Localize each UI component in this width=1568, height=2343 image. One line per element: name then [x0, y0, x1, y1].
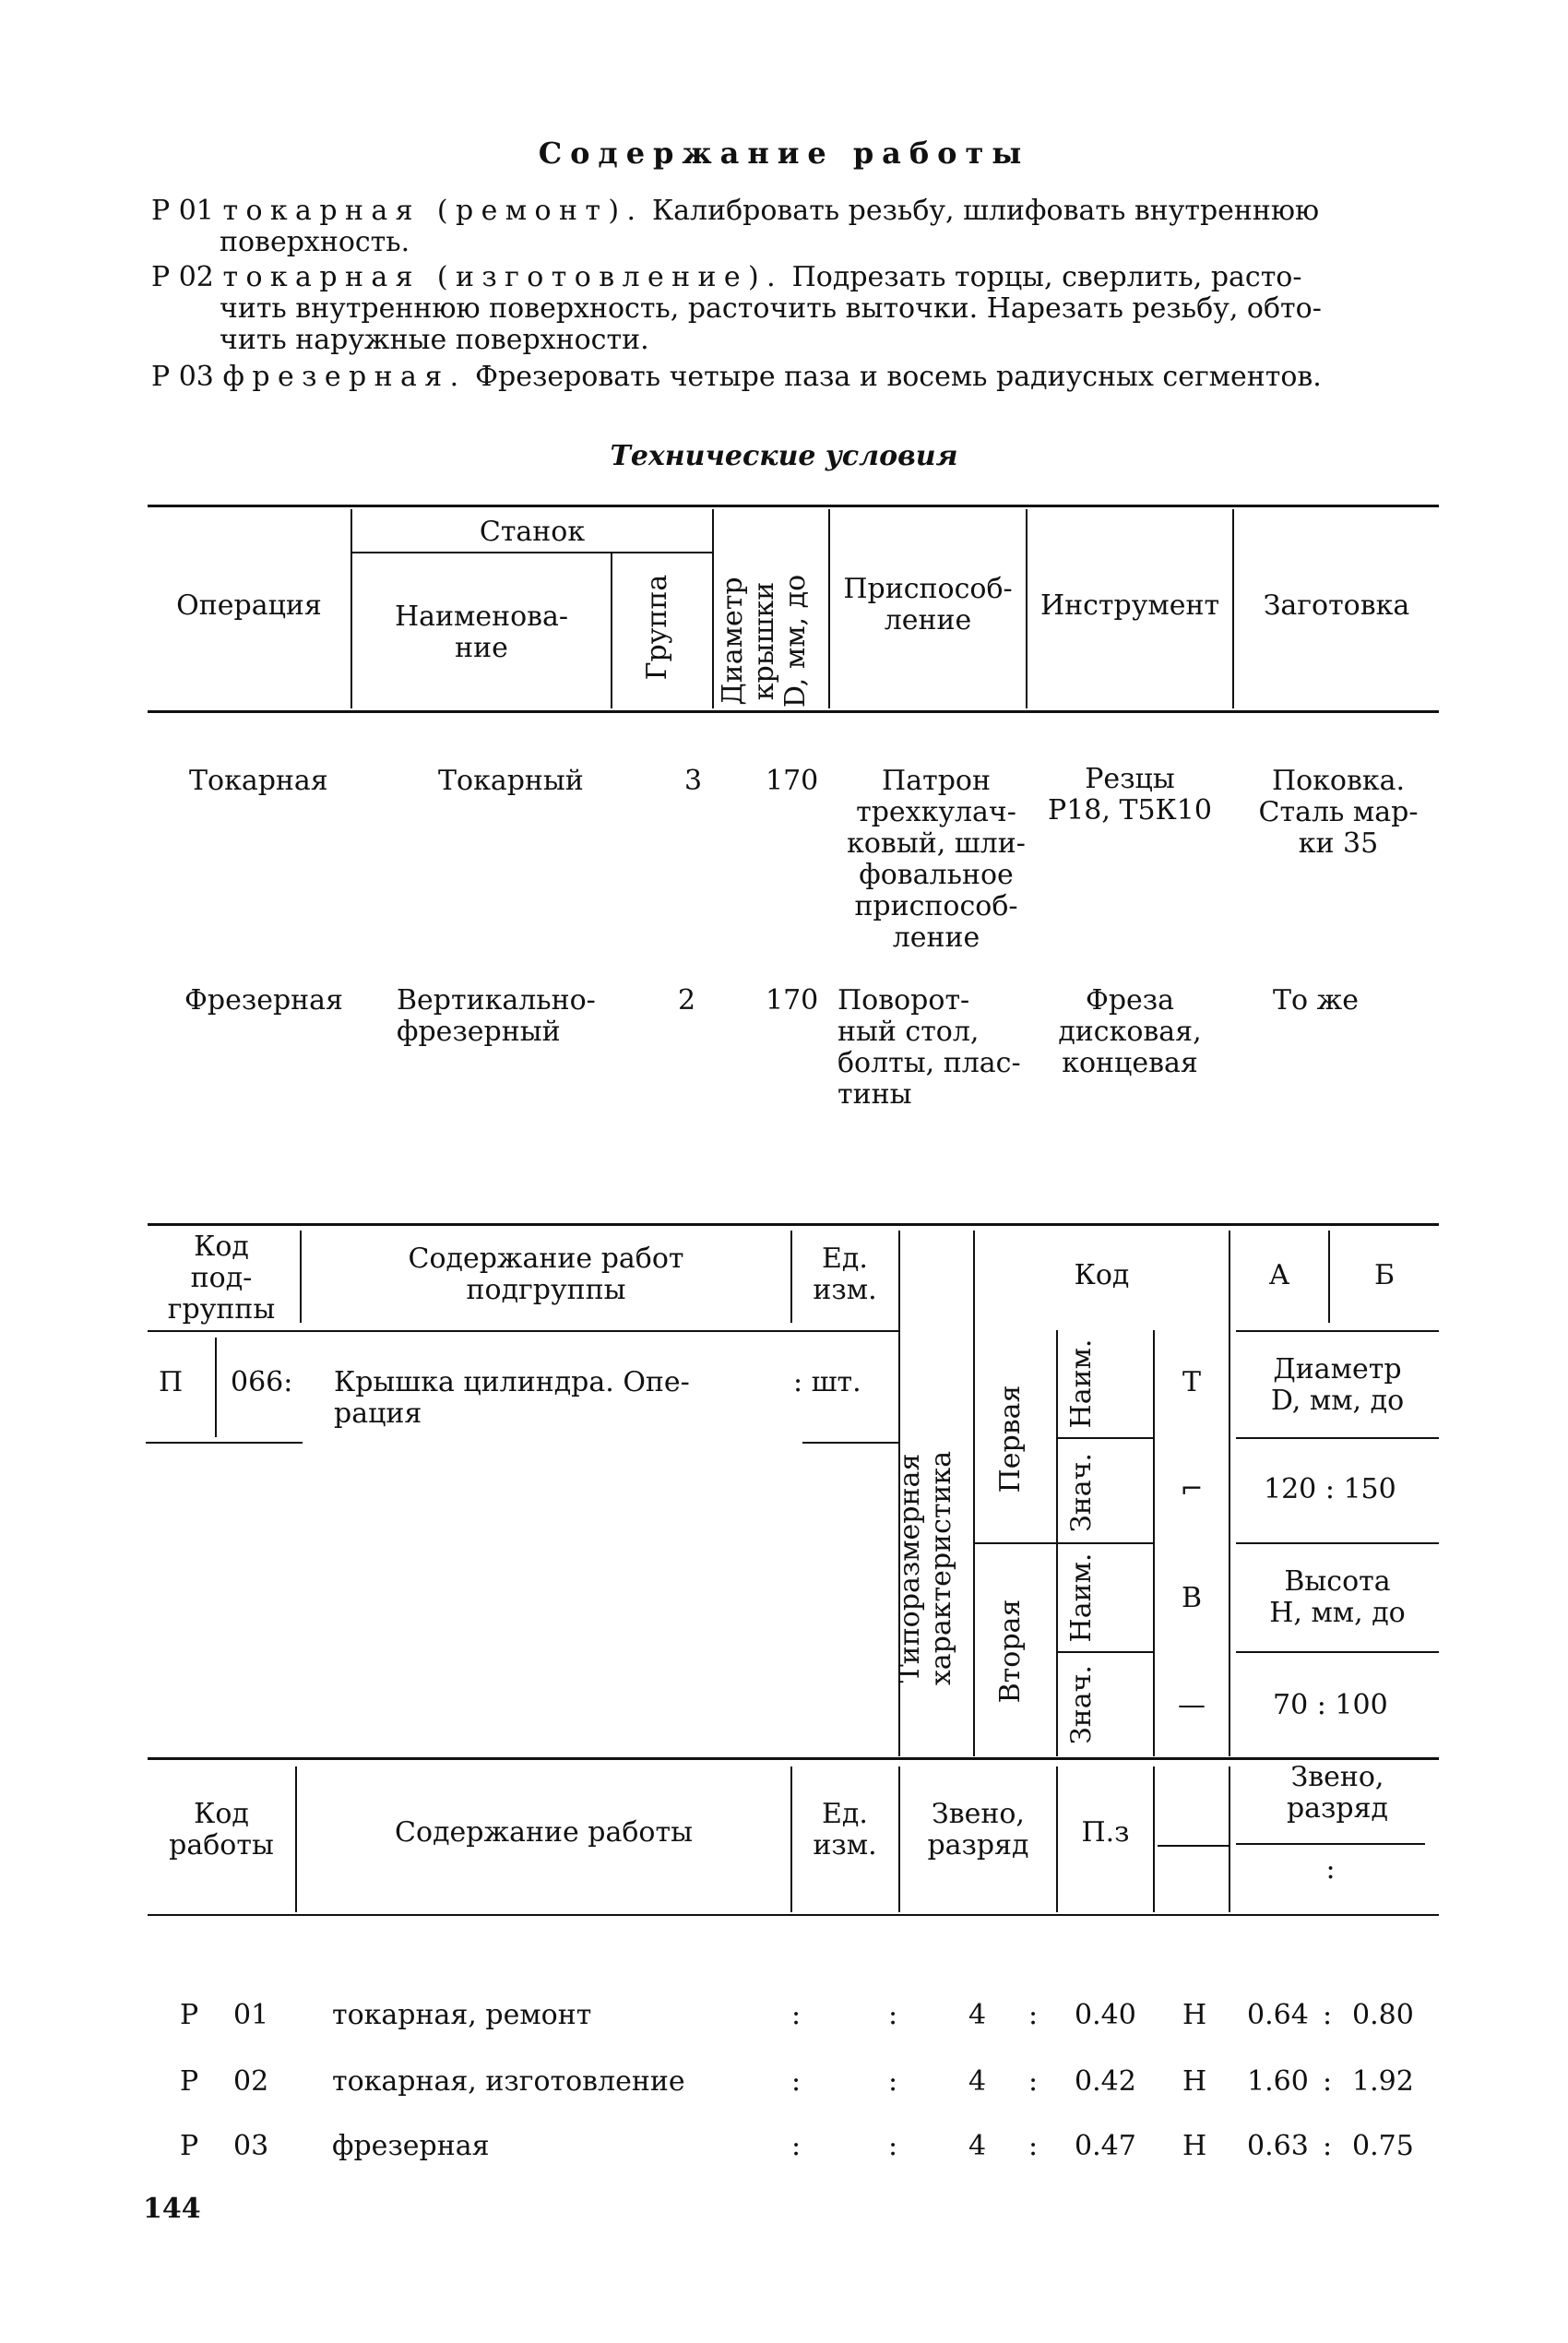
row-name: токарная, ремонт [332, 1999, 592, 2031]
rule [1236, 1651, 1439, 1653]
divider [300, 1231, 302, 1323]
row-pz: 0.40 [1075, 1999, 1136, 2031]
th-a: А [1268, 1259, 1290, 1291]
second-naim: Наим. [1065, 1552, 1098, 1643]
row1-machine-name: Токарный [438, 765, 584, 797]
paragraph-r03: Р 03 фрезерная. Фрезеровать четыре паза и восемь радиусных сегментов. [151, 361, 1322, 393]
row-pz: 0.42 [1075, 2065, 1136, 2098]
subgroup-description: Крышка цилиндра. Опе- рация [334, 1366, 690, 1430]
row-h: Н [1182, 1999, 1207, 2031]
rule [148, 505, 1439, 507]
rule [975, 1542, 1056, 1544]
row2-tool: Фреза дисковая, концевая [1058, 984, 1202, 1079]
th-kod: Код [1074, 1259, 1130, 1291]
row-c3: : [1028, 2130, 1039, 2162]
th-blank: Заготовка [1263, 589, 1410, 622]
first-znach: Знач. [1065, 1453, 1098, 1532]
diameter-label: Диаметр D, мм, до [1270, 1353, 1405, 1417]
divider [215, 1338, 217, 1437]
th-subgroup-code: Код под- группы [167, 1231, 276, 1326]
subgroup-letter: П [159, 1366, 184, 1398]
row-letter: Р [180, 1999, 199, 2031]
second-znach: Знач. [1065, 1665, 1098, 1744]
row-a: 0.63 [1247, 2130, 1309, 2162]
row-a: 0.64 [1247, 1999, 1309, 2031]
paragraph-r01: Р 01 токарная (ремонт). Калибровать резьбу, шлифовать внутреннюю поверхность. [151, 195, 1320, 258]
row2-diameter: 170 [766, 984, 819, 1017]
row-c4: : [1323, 2130, 1333, 2162]
row-h: Н [1182, 2130, 1207, 2162]
rule [1236, 1330, 1439, 1332]
divider [611, 552, 612, 708]
row-num: 02 [233, 2065, 269, 2098]
th-work-link: Звено, разряд [927, 1798, 1029, 1861]
row2-machine-name: Вертикально- фрезерный [397, 984, 596, 1048]
first-label: Первая [994, 1385, 1027, 1493]
th-machine-name: Наименова- ние [394, 601, 569, 664]
row1-group: 3 [684, 765, 703, 797]
row-c1: : [791, 2130, 802, 2162]
divider [973, 1231, 975, 1756]
row-c4: : [1323, 1999, 1333, 2031]
row-b: 0.80 [1352, 1999, 1414, 2031]
second-znach-value: — [1178, 1689, 1206, 1721]
th-diameter: Диаметр крышки D, мм, до [717, 574, 812, 708]
row-a: 1.60 [1247, 2065, 1309, 2098]
row-letter: Р [180, 2130, 199, 2162]
th-typosize: Типоразмерная характеристика [894, 1450, 957, 1686]
th-subgroup-content: Содержание работ подгруппы [408, 1243, 684, 1306]
th-group: Группа [641, 574, 673, 681]
rule [1158, 1845, 1229, 1847]
row-c3: : [1028, 1999, 1039, 2031]
row-c2: : [888, 2065, 898, 2098]
divider [712, 509, 714, 708]
row1-fixture: Патрон трехкулач- ковый, шли- фовальное приспособ- ление [847, 765, 1026, 954]
th-operation: Операция [176, 589, 322, 622]
page-number: 144 [143, 2193, 201, 2225]
second-naim-value: В [1181, 1582, 1203, 1614]
th-machine: Станок [479, 516, 586, 548]
row-rank: 4 [968, 2065, 987, 2098]
th-subgroup-unit: Ед. изм. [813, 1243, 877, 1306]
row-num: 03 [233, 2130, 269, 2162]
row-b: 1.92 [1352, 2065, 1414, 2098]
th-work-code: Код работы [169, 1798, 274, 1861]
row-b: 0.75 [1352, 2130, 1414, 2162]
second-label: Вторая [994, 1599, 1027, 1704]
tech-conditions-title: Технические условия [610, 440, 958, 472]
th-tool: Инструмент [1039, 589, 1220, 622]
divider [1153, 1766, 1155, 1912]
first-znach-value: ⌐ [1180, 1473, 1204, 1505]
th-work-content: Содержание работы [395, 1816, 693, 1849]
rule [1058, 1437, 1155, 1439]
row2-blank: То же [1273, 984, 1359, 1017]
row-c1: : [791, 2065, 802, 2098]
row2-group: 2 [678, 984, 696, 1017]
row2-operation: Фрезерная [184, 984, 343, 1017]
row1-diameter: 170 [766, 765, 819, 797]
row-letter: Р [180, 2065, 199, 2098]
rule [1236, 1542, 1439, 1544]
rule [1058, 1651, 1155, 1653]
rule [1236, 1437, 1439, 1439]
subgroup-unit: : шт. [793, 1366, 861, 1398]
row-c3: : [1028, 2065, 1039, 2098]
row-c2: : [888, 2130, 898, 2162]
subgroup-code: 066: [231, 1366, 293, 1398]
diameter-range: 120 : 150 [1264, 1473, 1396, 1505]
row1-operation: Токарная [189, 765, 328, 797]
page-heading: Содержание работы [538, 136, 1030, 171]
divider [1229, 1231, 1230, 1756]
rule [802, 1442, 899, 1444]
th-fixture: Приспособ- ление [843, 573, 1013, 636]
row-num: 01 [233, 1999, 269, 2031]
row-rank: 4 [968, 2130, 987, 2162]
th-work-link-rank: Звено, разряд [1286, 1761, 1389, 1825]
row-h: Н [1182, 2065, 1207, 2098]
height-range: 70 : 100 [1273, 1689, 1388, 1721]
row-c2: : [888, 1999, 898, 2031]
rule [148, 1330, 899, 1332]
row1-tool: Резцы Р18, Т5К10 [1048, 763, 1212, 827]
th-work-colon: : [1325, 1853, 1336, 1885]
row-pz: 0.47 [1075, 2130, 1136, 2162]
row1-blank: Поковка. Сталь мар- ки 35 [1258, 765, 1419, 860]
rule [148, 1757, 1439, 1760]
rule [148, 1223, 1439, 1226]
row-c4: : [1323, 2065, 1333, 2098]
height-label: Высота H, мм, до [1269, 1565, 1406, 1629]
first-naim-value: Т [1182, 1366, 1201, 1398]
rule [1236, 1843, 1425, 1845]
th-work-pz: П.з [1081, 1816, 1130, 1849]
divider [1229, 1766, 1230, 1912]
first-naim: Наим. [1065, 1338, 1098, 1429]
rule [148, 1914, 1439, 1916]
row-c1: : [791, 1999, 802, 2031]
rule [146, 1442, 303, 1444]
th-work-unit: Ед. изм. [813, 1798, 877, 1861]
row-name: фрезерная [332, 2130, 490, 2162]
th-b: Б [1373, 1259, 1396, 1291]
paragraph-r02: Р 02 токарная (изготовление). Подрезать торцы, сверлить, расто- чить внутреннюю поверхность, расточить выточки. Нарезать резьбу, обто- чить наружные поверхности. [151, 261, 1322, 356]
row-rank: 4 [968, 1999, 987, 2031]
row-name: токарная, изготовление [332, 2065, 685, 2098]
row2-fixture: Поворот- ный стол, болты, плас- тины [837, 984, 1021, 1111]
